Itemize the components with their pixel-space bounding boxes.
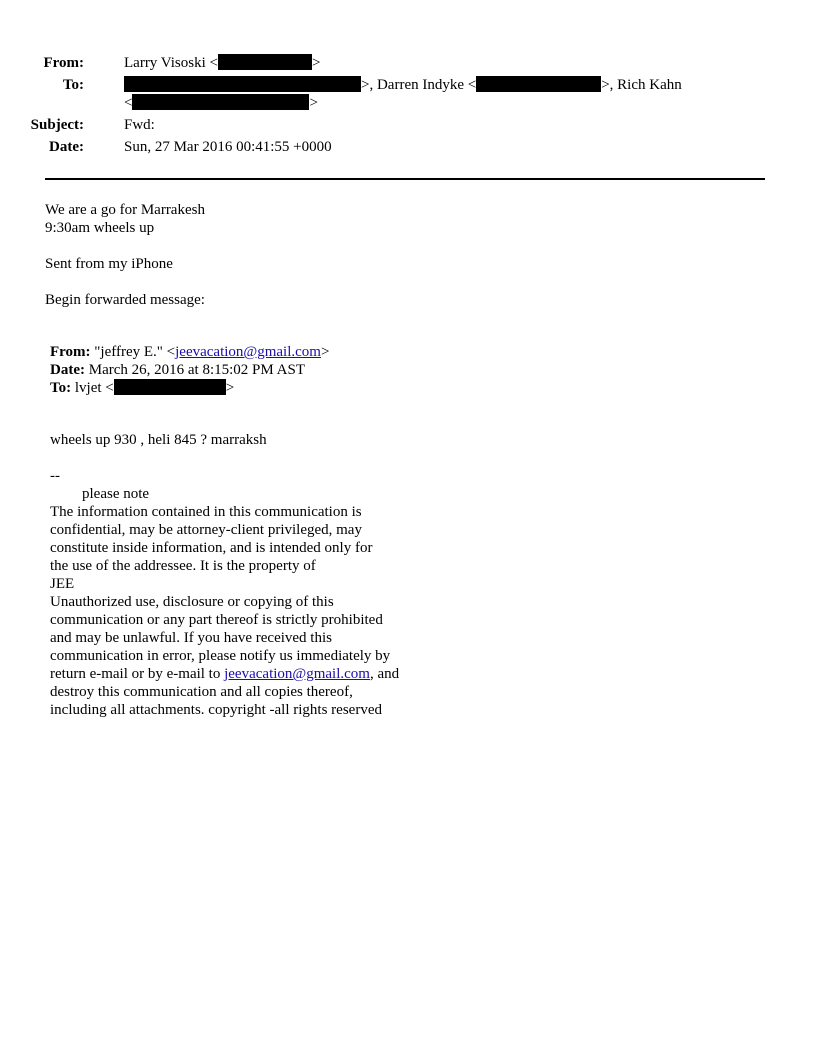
signature-dashes: --: [50, 468, 60, 484]
forwarded-to-value: lvjet <: [74, 380, 114, 396]
disclaimer-line: JEE: [50, 576, 75, 592]
disclaimer-line: including all attachments. copyright -all rights reserved: [50, 702, 382, 718]
to-recipient-2: >, Darren Indyke <: [361, 77, 477, 93]
forwarded-to-row: [50, 379, 234, 397]
to-recipient-3: >, Rich Kahn: [601, 77, 682, 93]
disclaimer-line: and may be unlawful. If you have received this: [50, 630, 332, 646]
forward-intro: Begin forwarded message:: [45, 292, 205, 308]
forwarded-from-label: From:: [50, 344, 91, 360]
to-close: >: [309, 95, 318, 111]
disclaimer-line: the use of the addressee. It is the property of: [50, 558, 316, 574]
to-open: <: [124, 95, 133, 111]
disclaimer-line: The information contained in this communication is: [50, 504, 362, 520]
redacted-email: [218, 54, 312, 70]
forwarded-from-close: >: [320, 344, 330, 360]
disclaimer-line: destroy this communication and all copies thereof,: [50, 684, 353, 700]
from-close: >: [311, 55, 321, 71]
forwarded-to-close: >: [225, 380, 235, 396]
from-value: [124, 54, 320, 72]
sent-from-signature: Sent from my iPhone: [45, 256, 173, 272]
disclaimer-line: constitute inside information, and is intended only for: [50, 540, 373, 556]
header-divider: [45, 178, 765, 180]
disclaimer-line: communication in error, please notify us immediately by: [50, 648, 391, 664]
forwarded-date-row: [50, 361, 305, 379]
to-label: To:: [62, 77, 84, 93]
disclaimer-line: confidential, may be attorney-client privileged, may: [50, 522, 362, 538]
date-label: Date:: [49, 139, 84, 155]
disclaimer-link-suffix: , and: [369, 666, 400, 682]
date-value: Sun, 27 Mar 2016 00:41:55 +0000: [124, 139, 332, 155]
redacted-email: [476, 76, 601, 92]
redacted-email: [132, 94, 309, 110]
forwarded-from-name: "jeffrey E." <: [94, 344, 176, 360]
to-value-continued: [124, 94, 318, 112]
disclaimer-email-link[interactable]: jeevacation@gmail.com: [224, 666, 370, 682]
forwarded-from-email-link[interactable]: jeevacation@gmail.com: [175, 344, 321, 360]
to-value: [124, 76, 682, 94]
forwarded-message: wheels up 930 , heli 845 ? marraksh: [50, 432, 267, 448]
from-label: From:: [43, 55, 84, 71]
disclaimer-line: Unauthorized use, disclosure or copying of this: [50, 594, 334, 610]
disclaimer-line: communication or any part thereof is strictly prohibited: [50, 612, 383, 628]
body-line-1: We are a go for Marrakesh: [45, 202, 205, 218]
redacted-email: [114, 379, 226, 395]
disclaimer-line-with-link: [50, 665, 399, 683]
forwarded-from-row: [50, 343, 329, 361]
body-line-2: 9:30am wheels up: [45, 220, 155, 236]
redacted-email: [124, 76, 361, 92]
disclaimer-link-prefix: return e-mail or by e-mail to: [50, 666, 225, 682]
please-note: please note: [82, 486, 150, 502]
subject-label: Subject:: [30, 117, 84, 133]
from-name: Larry Visoski <: [124, 55, 218, 71]
subject-value: Fwd:: [124, 117, 155, 133]
forwarded-date-value: March 26, 2016 at 8:15:02 PM AST: [88, 362, 305, 378]
forwarded-to-label: To:: [50, 380, 72, 396]
forwarded-date-label: Date:: [50, 362, 85, 378]
